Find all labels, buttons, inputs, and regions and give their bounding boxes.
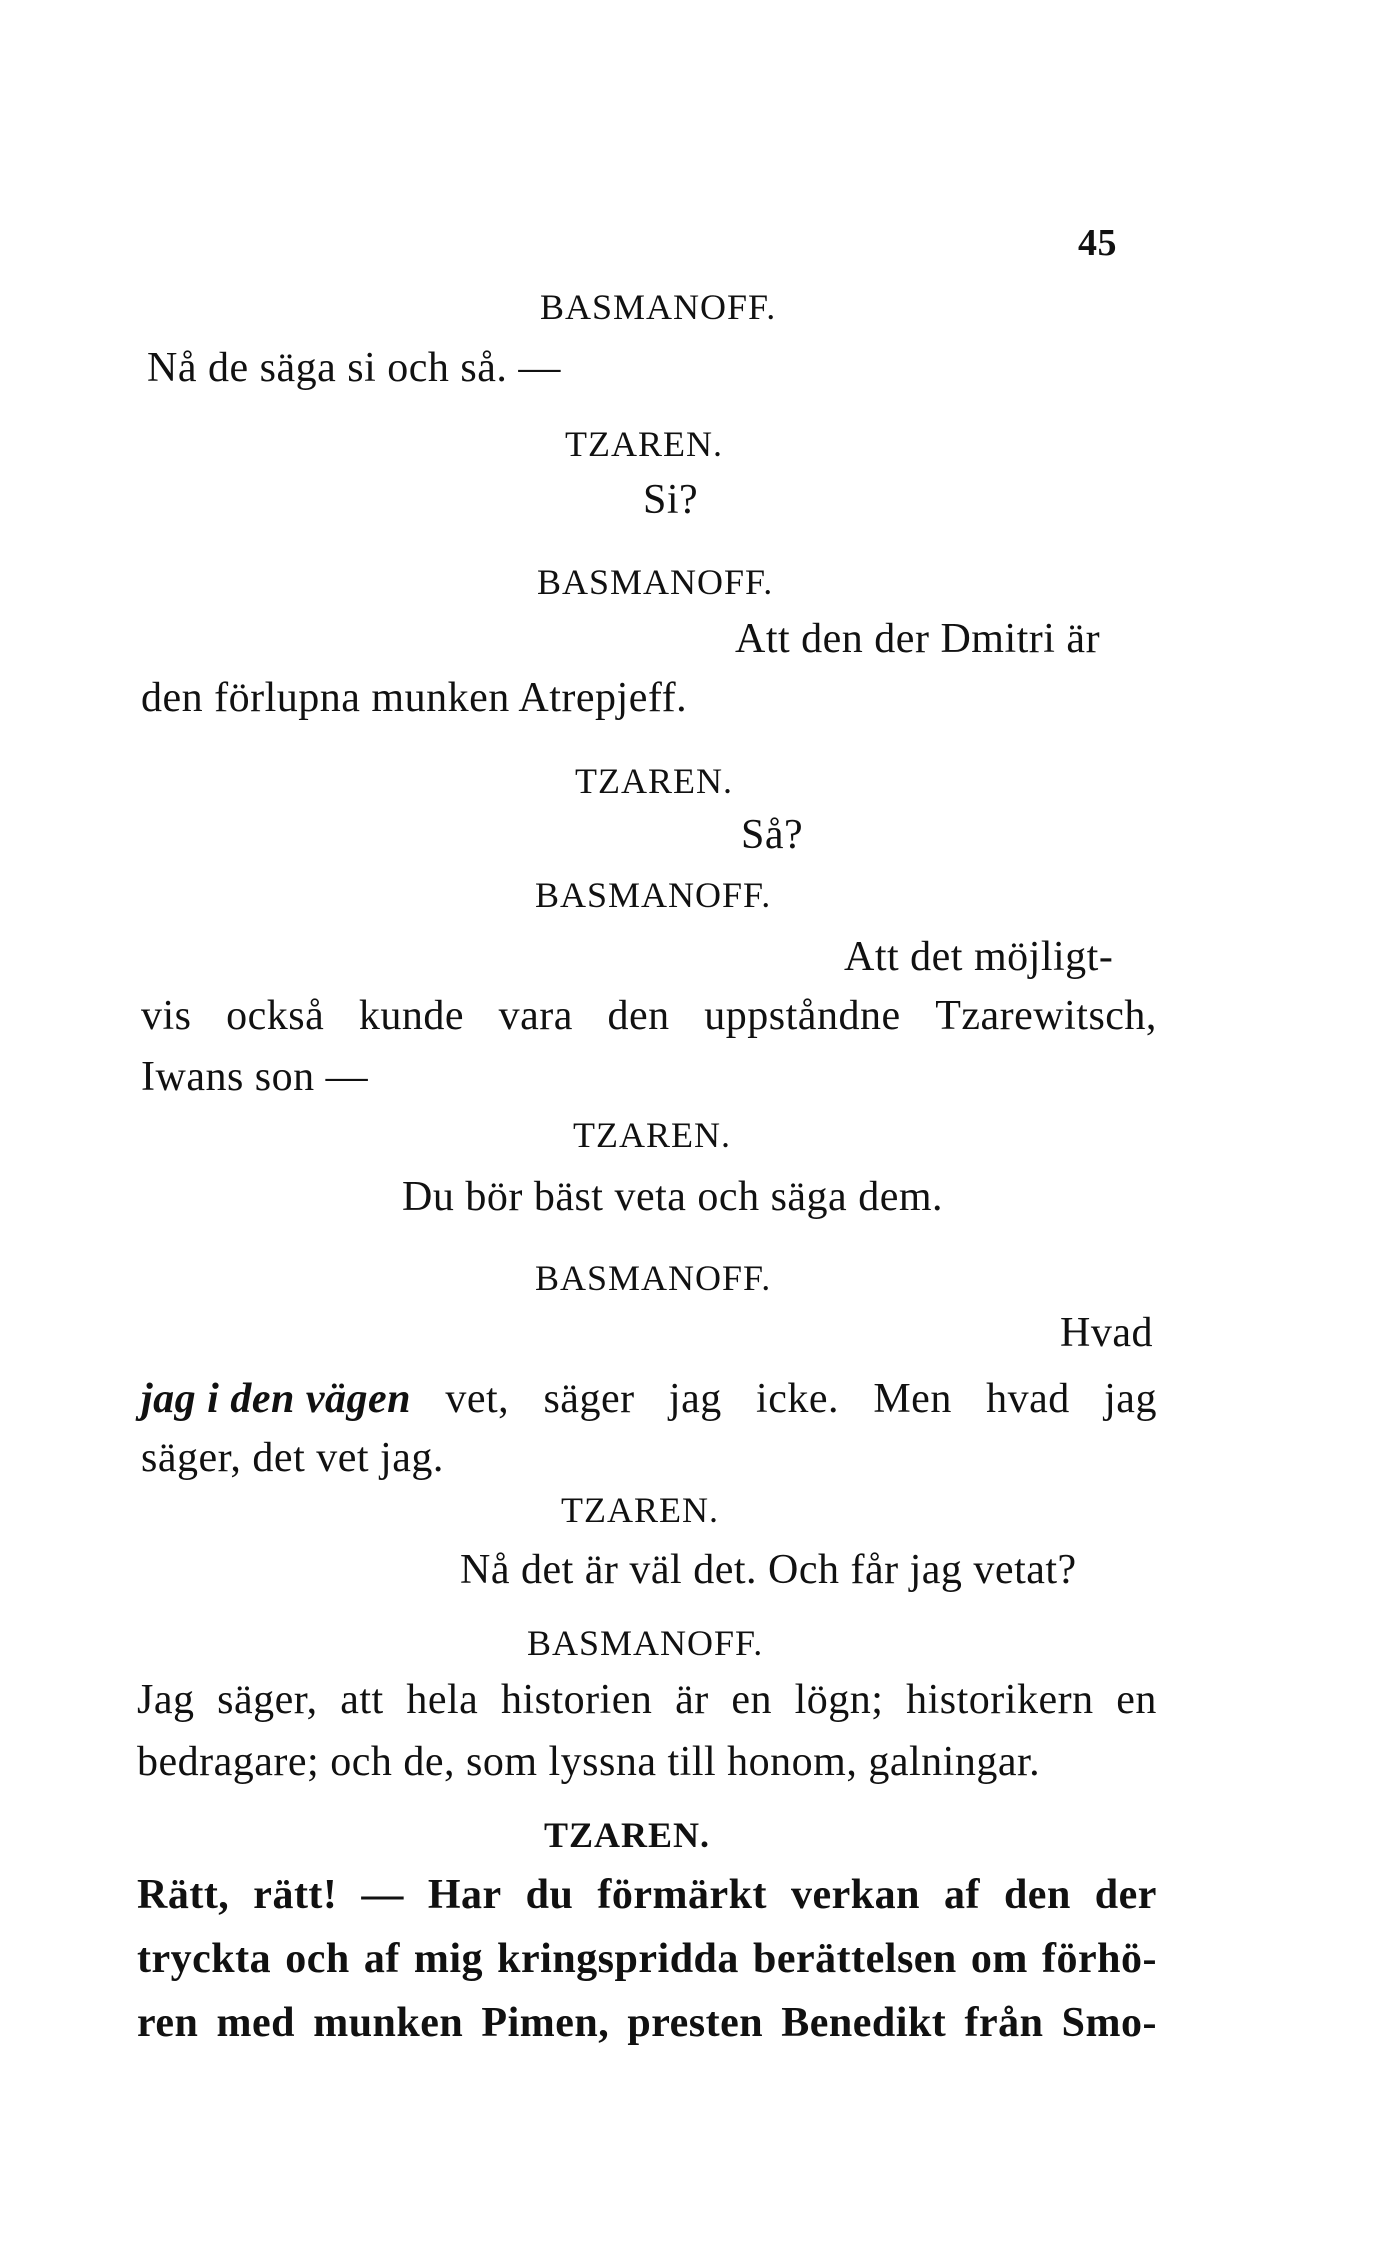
dialogue-line: Att den der Dmitri är [735, 616, 1101, 662]
dialogue-line: den förlupna munken Atrepjeff. [141, 675, 688, 721]
dialogue-line: Iwans son — [141, 1054, 369, 1100]
word: mig [413, 1936, 484, 1982]
word: att [340, 1677, 384, 1723]
dialogue-line [137, 1870, 1157, 1920]
dialogue-line: Att det möjligt- [844, 934, 1114, 980]
dialogue-line: bedragare; och de, som lyssna till honom, galningar. [137, 1739, 1041, 1785]
dialogue-line [137, 1675, 1157, 1725]
word: och [285, 1936, 350, 1982]
word: hvad [986, 1376, 1070, 1422]
word: vis [141, 993, 192, 1039]
dialogue-line: Nå de säga si och så. — [147, 345, 561, 391]
word: Har [427, 1872, 502, 1918]
word: en [1116, 1677, 1157, 1723]
word: den [1003, 1872, 1071, 1918]
page-number: 45 [1078, 222, 1117, 264]
word: af [363, 1936, 400, 1982]
dialogue-line [141, 991, 1157, 1041]
word: från [964, 2000, 1044, 2046]
speaker-label: BASMANOFF. [537, 562, 774, 602]
word: der [1094, 1872, 1157, 1918]
word: lögn; [794, 1677, 884, 1723]
word: förmärkt [597, 1872, 767, 1918]
word: du [525, 1872, 574, 1918]
word: också [226, 993, 325, 1039]
speaker-label: TZAREN. [561, 1490, 719, 1530]
dialogue-line: Nå det är väl det. Och får jag vetat? [460, 1547, 1077, 1593]
word: Pimen, [481, 2000, 610, 2046]
word: vet, [445, 1376, 510, 1422]
word: Jag [137, 1677, 195, 1723]
speaker-label: TZAREN. [565, 424, 723, 464]
word: kringspridda [497, 1936, 739, 1982]
word: Smo- [1061, 2000, 1157, 2046]
word: en [731, 1677, 772, 1723]
word: med [216, 2000, 296, 2046]
speaker-label: TZAREN. [544, 1815, 711, 1855]
word: jag [668, 1376, 722, 1422]
word: förhö- [1041, 1936, 1157, 1982]
word: af [943, 1872, 980, 1918]
word: presten [627, 2000, 764, 2046]
italic-phrase: jag i den vägen [141, 1376, 411, 1422]
word: berättelsen [753, 1936, 957, 1982]
speaker-label: TZAREN. [573, 1115, 731, 1155]
word: hela [406, 1677, 479, 1723]
word: uppståndne [704, 993, 901, 1039]
word: verkan [790, 1872, 920, 1918]
speaker-label: TZAREN. [575, 761, 733, 801]
word: den [607, 993, 670, 1039]
word: rätt! [253, 1872, 338, 1918]
dialogue-line: Hvad [1060, 1310, 1153, 1356]
word: icke. [756, 1376, 839, 1422]
word: säger [543, 1376, 635, 1422]
word: munken [313, 2000, 464, 2046]
word: — [361, 1872, 404, 1918]
word: ren [137, 2000, 199, 2046]
word: Benedikt [781, 2000, 947, 2046]
word: tryckta [137, 1936, 272, 1982]
dialogue-line: säger, det vet jag. [141, 1435, 444, 1481]
word: om [970, 1936, 1028, 1982]
speaker-label: BASMANOFF. [527, 1623, 764, 1663]
word: historien [500, 1677, 653, 1723]
word: jag [1104, 1376, 1157, 1422]
dialogue-line: Du bör bäst veta och säga dem. [402, 1174, 944, 1220]
word: Rätt, [137, 1872, 230, 1918]
word: vara [498, 993, 573, 1039]
word: Men [873, 1376, 952, 1422]
word: kunde [358, 993, 465, 1039]
word: säger, [217, 1677, 318, 1723]
word: historikern [906, 1677, 1094, 1723]
speaker-label: BASMANOFF. [535, 875, 772, 915]
dialogue-line [137, 1934, 1157, 1984]
dialogue-line [137, 1998, 1157, 2048]
speaker-label: BASMANOFF. [535, 1258, 772, 1298]
dialogue-line [141, 1374, 1157, 1424]
dialogue-line: Si? [643, 477, 699, 523]
dialogue-line: Så? [741, 812, 804, 858]
word: Tzarewitsch, [935, 993, 1157, 1039]
speaker-label: BASMANOFF. [540, 287, 777, 327]
word: är [675, 1677, 709, 1723]
